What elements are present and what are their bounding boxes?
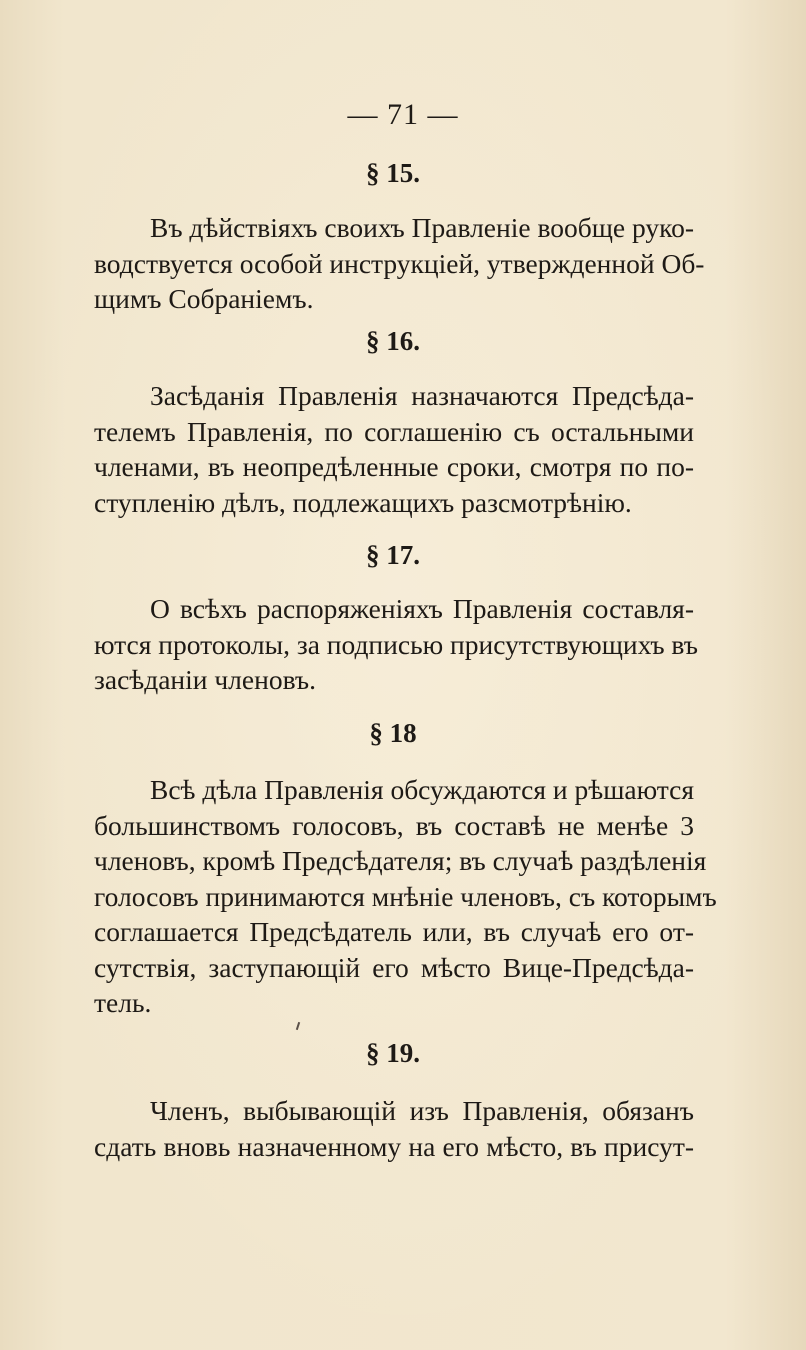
text-line: членами, въ неопредѣленные сроки, смотря по по- <box>94 451 694 482</box>
section-18-paragraph <box>94 772 717 1021</box>
ink-mark <box>296 1022 300 1030</box>
text-line: членовъ, кромѣ Предсѣдателя; въ случаѣ раздѣленія <box>94 845 707 876</box>
text-line: щимъ Собраніемъ. <box>94 283 314 314</box>
text-line: телемъ Правленія, по соглашенію съ остальными <box>94 415 694 447</box>
text-line: большинствомъ голосовъ, въ составѣ не менѣе 3 <box>94 809 694 841</box>
section-19-paragraph <box>94 1093 694 1164</box>
section-17-paragraph <box>94 591 698 698</box>
text-line: Засѣданія Правленія назначаются Предсѣда- <box>150 380 694 411</box>
text-line: О всѣхъ распоряженіяхъ Правленія составля- <box>150 593 694 624</box>
text-line: Членъ, выбывающій изъ Правленія, обязанъ <box>150 1095 694 1126</box>
text-line: тель. <box>94 987 152 1018</box>
text-line: сутствія, заступающій его мѣсто Вице-Предсѣда- <box>94 951 694 983</box>
text-line: Въ дѣйствіяхъ своихъ Правленіе вообще руко- <box>150 212 694 243</box>
section-heading-18: § 18 <box>369 718 417 748</box>
section-heading-15: § 15. <box>366 158 420 188</box>
page-number: — 71 — <box>347 98 459 131</box>
text-line: ступленію дѣлъ, подлежащихъ разсмотрѣнію. <box>94 486 632 518</box>
section-heading-16: § 16. <box>366 326 420 356</box>
text-line: соглашается Предсѣдатель или, въ случаѣ его от- <box>94 916 694 947</box>
section-15-paragraph <box>94 210 705 317</box>
section-heading-19: § 19. <box>366 1038 420 1068</box>
text-line: водствуется особой инструкціей, утвержденной Об- <box>94 247 705 279</box>
section-16-paragraph <box>94 378 694 520</box>
section-heading-17: § 17. <box>366 540 420 570</box>
text-line: засѣданіи членовъ. <box>94 664 316 695</box>
text-line: Всѣ дѣла Правленія обсуждаются и рѣшаются <box>150 774 694 805</box>
text-line: сдать вновь назначенному на его мѣсто, въ присут- <box>94 1130 694 1162</box>
text-line: ются протоколы, за подписью присутствующихъ въ <box>94 628 698 660</box>
text-line: голосовъ принимаются мнѣніе членовъ, съ которымъ <box>94 880 717 912</box>
